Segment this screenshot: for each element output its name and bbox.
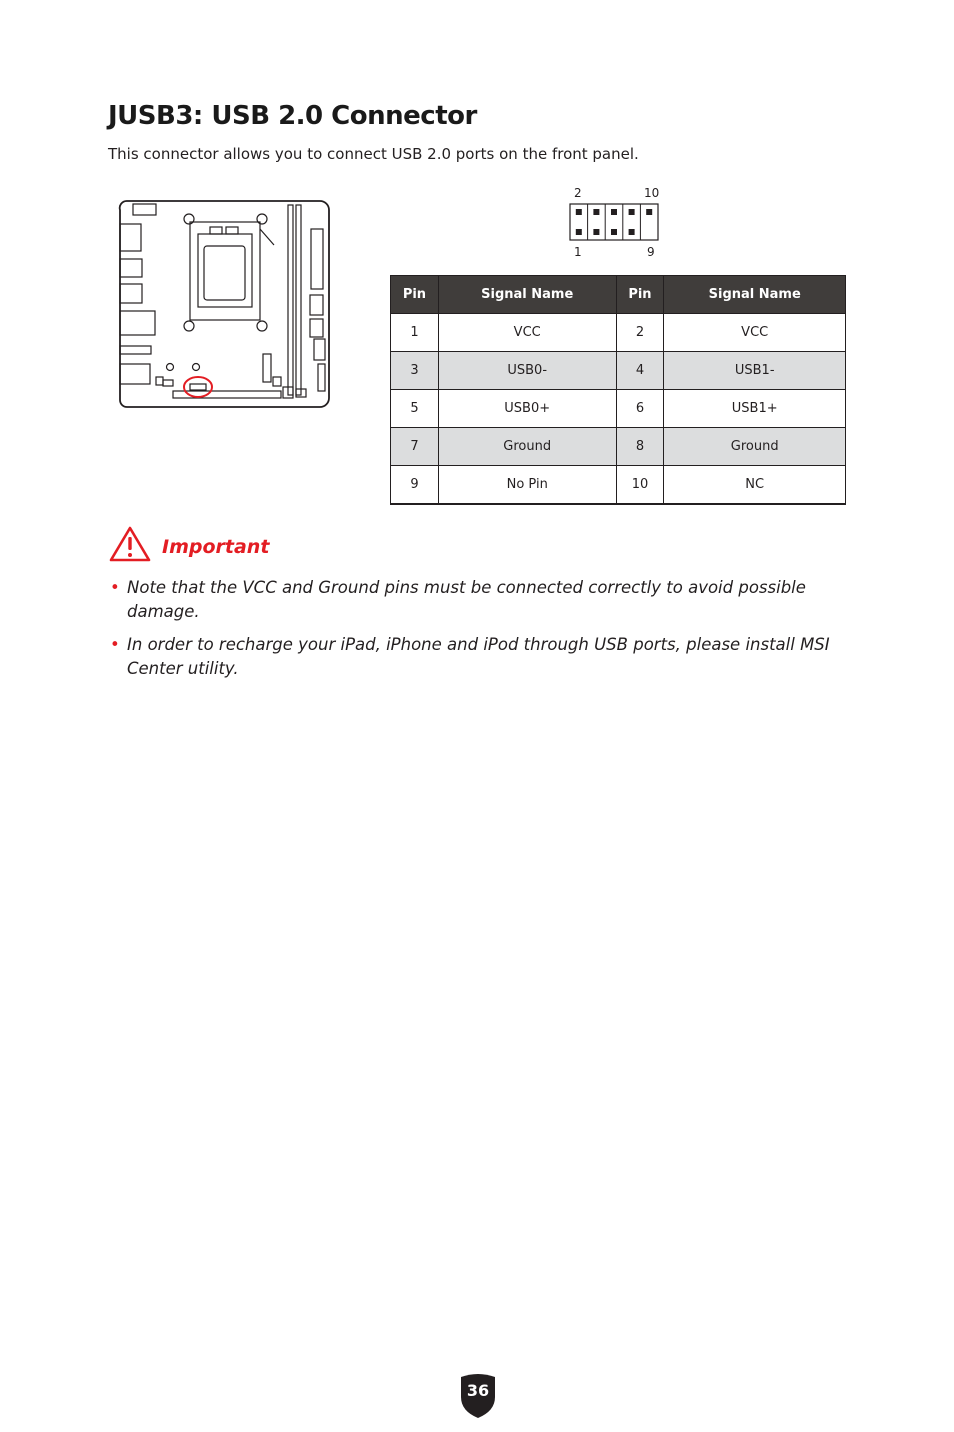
table-cell: USB0+	[438, 390, 616, 428]
table-cell: Ground	[438, 428, 616, 466]
table-header-row	[391, 276, 846, 314]
table-cell: 8	[616, 428, 664, 466]
table-row	[391, 314, 846, 352]
table-cell: VCC	[438, 314, 616, 352]
table-header: Pin	[616, 276, 664, 314]
warning-icon	[108, 525, 152, 563]
page-subtitle: This connector allows you to connect USB 2.0 ports on the front panel.	[108, 145, 639, 163]
bullet-marker: •	[110, 635, 120, 654]
table-row	[391, 466, 846, 505]
pin-label-bottom-right: 9	[647, 245, 655, 259]
pin-label-bottom-left: 1	[574, 245, 582, 259]
pin-label-top-left: 2	[574, 186, 582, 200]
table-cell: 2	[616, 314, 664, 352]
table-cell: 7	[391, 428, 439, 466]
table-row	[391, 390, 846, 428]
bullet-marker: •	[110, 578, 120, 597]
pin-label-top-right: 10	[644, 186, 660, 200]
important-label: Important	[162, 536, 270, 558]
table-cell: VCC	[664, 314, 846, 352]
table-cell: USB1-	[664, 352, 846, 390]
note-text: In order to recharge your iPad, iPhone and iPod through USB ports, please install MSI Center utility.	[127, 635, 830, 678]
page-title: JUSB3: USB 2.0 Connector	[108, 101, 477, 131]
table-cell: No Pin	[438, 466, 616, 505]
table-cell: NC	[664, 466, 846, 505]
table-cell: Ground	[664, 428, 846, 466]
table-cell: 6	[616, 390, 664, 428]
page-number-badge	[458, 1372, 498, 1419]
table-row	[391, 428, 846, 466]
table-cell: 5	[391, 390, 439, 428]
table-header: Pin	[391, 276, 439, 314]
table-cell: 10	[616, 466, 664, 505]
list-item	[108, 633, 838, 681]
page-number: 36	[466, 1381, 490, 1400]
table-row	[391, 352, 846, 390]
table-cell: 1	[391, 314, 439, 352]
table-header: Signal Name	[664, 276, 846, 314]
table-cell: 4	[616, 352, 664, 390]
pin-header-diagram	[560, 182, 670, 262]
important-heading	[108, 525, 269, 563]
table-cell: 3	[391, 352, 439, 390]
table-cell: USB0-	[438, 352, 616, 390]
pin-definition-table	[390, 275, 846, 505]
note-text: Note that the VCC and Ground pins must be connected correctly to avoid possible damage.	[127, 578, 806, 621]
table-header: Signal Name	[438, 276, 616, 314]
motherboard-diagram	[118, 199, 332, 413]
list-item	[108, 576, 838, 624]
important-notes	[108, 576, 838, 690]
table-cell: 9	[391, 466, 439, 505]
table-cell: USB1+	[664, 390, 846, 428]
